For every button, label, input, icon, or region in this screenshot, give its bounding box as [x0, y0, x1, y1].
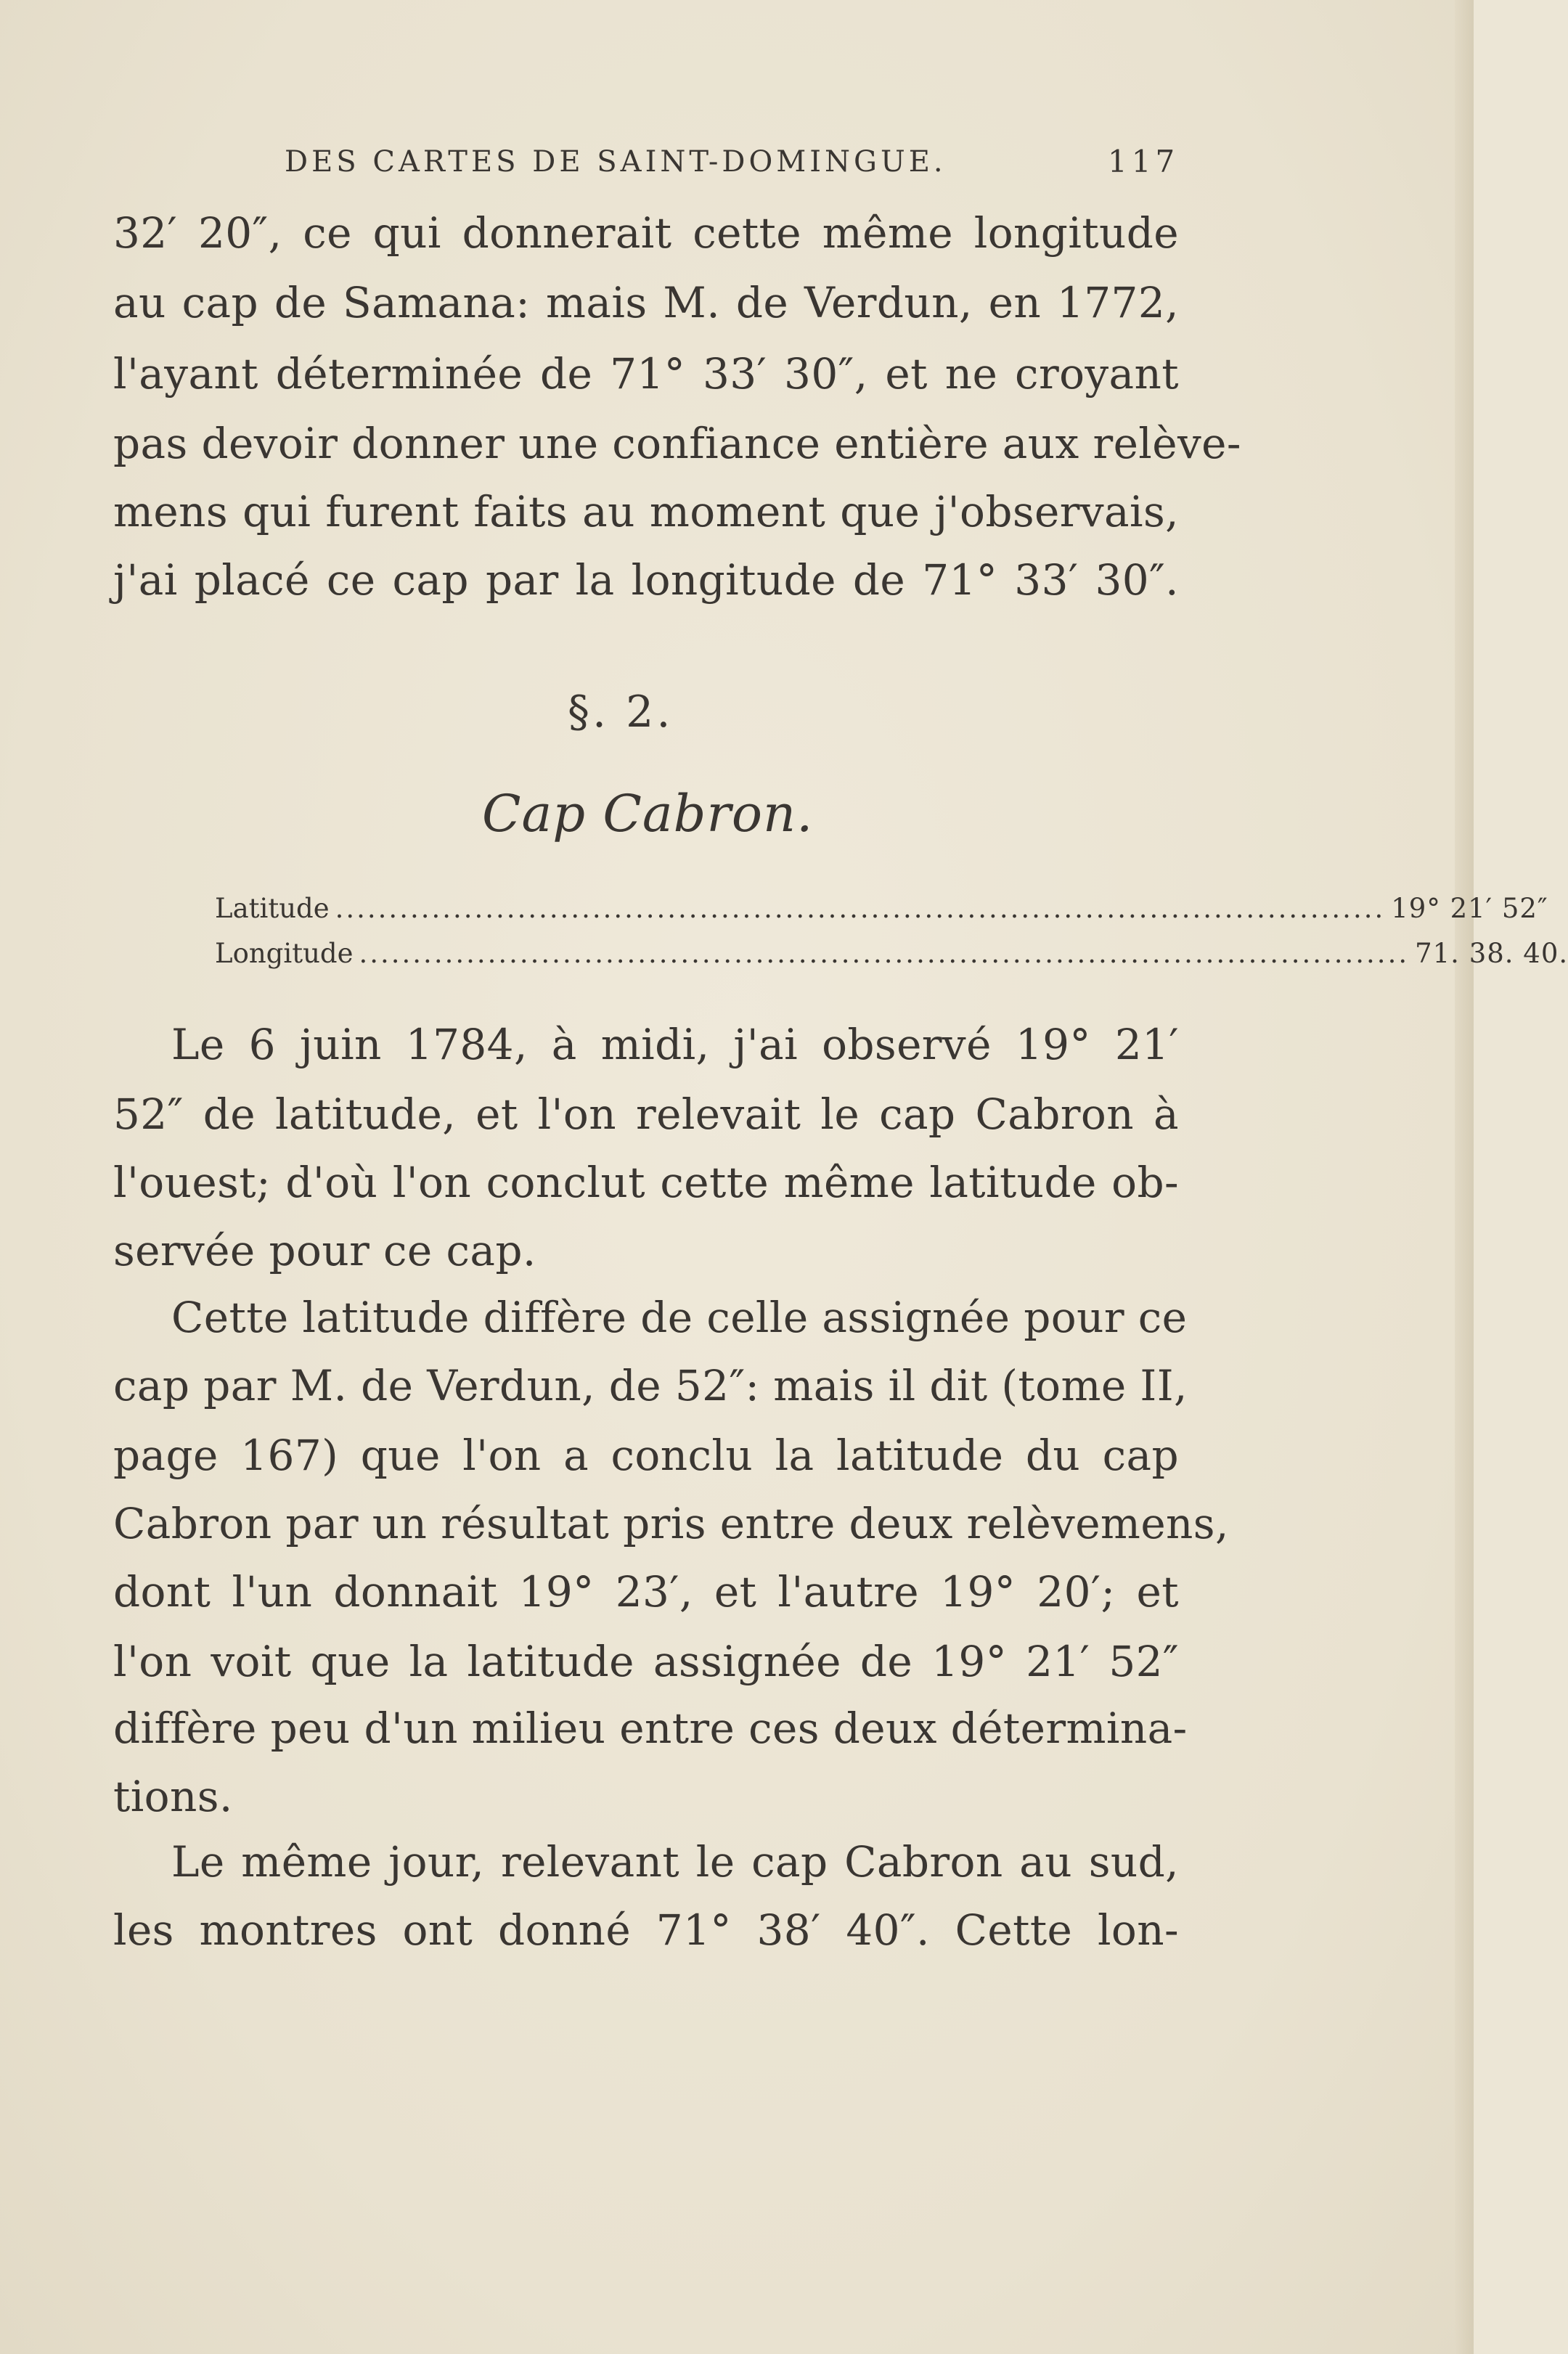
- text-line: tions.: [113, 1772, 233, 1821]
- page-edge: [1455, 0, 1474, 2354]
- text-line: Le 6 juin 1784, à midi, j'ai observé 19° 21′: [171, 1020, 1179, 1069]
- text-line: j'ai placé ce cap par la longitude de 71° 33′ 30″.: [113, 555, 1179, 605]
- leader-dots: ..................................................................................................: [335, 893, 1386, 924]
- text-line: 32′ 20″, ce qui donnerait cette même longitude: [113, 208, 1179, 258]
- text-line: 52″ de latitude, et l'on relevait le cap Cabron à: [113, 1090, 1179, 1139]
- text-line: mens qui furent faits au moment que j'observais,: [113, 487, 1179, 536]
- text-line: pas devoir donner une confiance entière aux relève-: [113, 419, 1241, 468]
- text-line: l'on voit que la latitude assignée de 19° 21′ 52″: [113, 1637, 1179, 1686]
- text-line: diffère peu d'un milieu entre ces deux détermina-: [113, 1704, 1188, 1753]
- table-value: 71. 38. 40.: [1415, 938, 1568, 969]
- table-row-longitude: [215, 938, 1568, 969]
- text-line: dont l'un donnait 19° 23′, et l'autre 19° 20′; et: [113, 1567, 1179, 1617]
- text-line: les montres ont donné 71° 38′ 40″. Cette lon-: [113, 1905, 1179, 1955]
- text-line: cap par M. de Verdun, de 52″: mais il dit (tome II,: [113, 1361, 1188, 1410]
- text-line: l'ayant déterminée de 71° 33′ 30″, et ne croyant: [113, 349, 1179, 399]
- section-title: Cap Cabron.: [482, 784, 814, 843]
- table-label: Latitude: [215, 893, 330, 924]
- text-line: Le même jour, relevant le cap Cabron au sud,: [171, 1837, 1179, 1887]
- table-label: Longitude: [215, 938, 354, 969]
- section-number: §. 2.: [568, 687, 674, 737]
- text-line: Cette latitude diffère de celle assignée pour ce: [171, 1293, 1188, 1342]
- text-line: Cabron par un résultat pris entre deux relèvemens,: [113, 1499, 1229, 1548]
- text-line: au cap de Samana: mais M. de Verdun, en 1772,: [113, 278, 1179, 327]
- running-header: DES CARTES DE SAINT-DOMINGUE.: [285, 145, 947, 179]
- table-value: 19° 21′ 52″: [1391, 893, 1548, 924]
- table-row-latitude: [215, 893, 1548, 924]
- page-number: 117: [1108, 144, 1180, 179]
- text-line: l'ouest; d'où l'on conclut cette même latitude ob-: [113, 1158, 1179, 1207]
- text-line: servée pour ce cap.: [113, 1226, 536, 1275]
- text-line: page 167) que l'on a conclu la latitude du cap: [113, 1431, 1179, 1480]
- leader-dots: ..................................................................................................: [359, 938, 1410, 969]
